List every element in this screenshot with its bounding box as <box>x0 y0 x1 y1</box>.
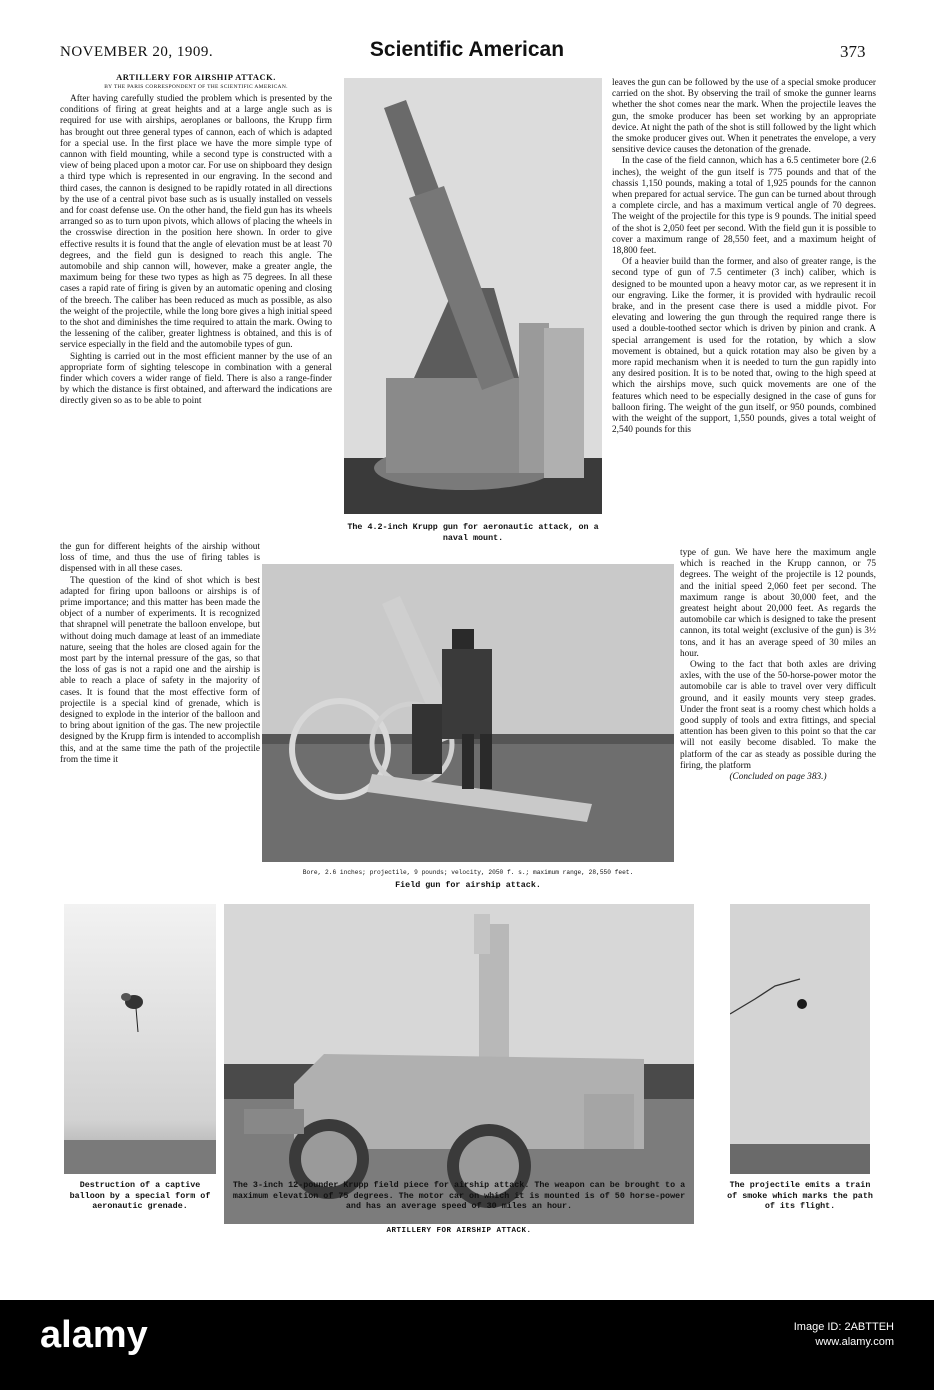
magazine-title: Scientific American <box>369 38 565 61</box>
column-1-upper <box>60 94 332 536</box>
naval-gun-photo <box>344 78 602 514</box>
page-number: 373 <box>840 42 866 61</box>
paragraph: Of a heavier build than the former, and also of greater range, is the second type of gun of 7.5 centimeter (3 inch) caliber, which is designed to be mounted upon a heavy motor car, as we represent it in our engraving. Like the former, it is provided with hydraulic recoil brake, and in the present case there is used a middle pivot. For elevating and lowering the gun through the required range there is used a double-toothed sector which is driven by pinion and crank. A special arrangement is used for the rotation, by which a slow movement is obtained, but a quick rotation may also be given by a more rapid mechanism when it is needed to turn the gun rapidly into any desired position. It is to be noted that, owing to the high speed at which the airships move, such quick movements are one of the features which need to be especially designed in the case of guns for balloon firing. The weight of the gun itself, or 950 pounds, combined with the weight of the support, 1,550 pounds, gives a total weight of 2,540 pounds for this <box>612 257 876 436</box>
paragraph: Sighting is carried out in the most efficient manner by the use of an appropriate form of sighting telescope in combination with a general finder which covers a wider range of field. There is also a range-finder by which the distance is first obtained, and afterward the indications are directly given so as to be able to point <box>60 351 332 407</box>
paragraph: The question of the kind of shot which is best adapted for firing upon balloons or airships is of prime importance; and this matter has been made the object of a number of experiments. It is recognized that shrapnel will penetrate the balloon envelope, but without doing much damage at least of an immediate nature, seeing that the holes are closed again for the most part by the internal pressure of the gas, so that the loss of gas is not a rapid one and the airship is able to reach a place of safety in the majority of cases. It is found that the most effective form of projectile is a special kind of grenade, which is designed to explode in the interior of the balloon and to bring about ignition of the gas. The new projectile designed by the Krupp firm is intended to accomplish this, and at the same time the path of the projectile from the time it <box>60 575 260 765</box>
article-byline: BY THE PARIS CORRESPONDENT OF THE SCIENTIFIC AMERICAN. <box>104 84 288 90</box>
alamy-logo: alamy <box>40 1314 148 1356</box>
plate-title: ARTILLERY FOR AIRSHIP ATTACK. <box>386 1227 532 1235</box>
motor-car-gun-photo <box>224 904 694 1224</box>
balloon-caption: Destruction of a captive balloon by a special form of aeronautic grenade. <box>69 1180 211 1211</box>
paragraph: leaves the gun can be followed by the use of a special smoke producer carried on the shot. By observing the trail of smoke the gunner learns whether the shot comes near the mark. When the projectile leaves the gun, the smoke producer has been set working by an appropriate device. At night the path of the shot is still followed by the light which the smoke producer gives out. When it penetrates the envelope, a very sensitive device causes the detonation of the grenade. <box>612 78 876 156</box>
paragraph: In the case of the field cannon, which has a 6.5 centimeter bore (2.6 inches), the weight of the gun itself is 775 pounds and that of the chassis 1,150 pounds, making a total of 1,925 pounds for the cannon when prepared for actual service. The gun can be turned about through a complete circle, and has a maximum vertical angle of 70 degrees. The weight of the projectile for this type is 9 pounds. The initial speed of the shot is 2,050 feet per second. With the field gun it is possible to cover a maximum range of 28,550 feet, and a maximum height of 18,800 feet. <box>612 156 876 257</box>
paragraph: the gun for different heights of the airship without loss of time, and thus the use of firing tables is dispensed with in all these cases. <box>60 542 260 575</box>
article-title: ARTILLERY FOR AIRSHIP ATTACK. <box>116 72 276 82</box>
paragraph: type of gun. We have here the maximum angle which is reached in the Krupp cannon, or 75 degrees. The weight of the projectile is 12 pounds, and the initial speed 2,060 feet per second. The maximum range is about 30,000 feet, and the greatest height about 20,000 feet. As regards the automobile car which is designed to take the present cannon, its total weight (exclusive of the gun) is 3½ tons, and it has an average speed of 30 miles an hour. <box>680 548 876 659</box>
continued-note: (Concluded on page 383.) <box>729 772 827 783</box>
stock-watermark-bar <box>0 1300 934 1390</box>
site-url: www.alamy.com <box>815 1336 894 1348</box>
column-3-lower <box>680 548 876 888</box>
naval-gun-caption: The 4.2-inch Krupp gun for aeronautic attack, on a naval mount. <box>347 522 599 543</box>
paragraph: After having carefully studied the problem which is presented by the conditions of firing at great heights and at a large angle such as is required for use with airships, aeroplanes or balloons, the Krupp firm has brought out three general types of cannon, each of which is adapted for a special use. In the first place we have the more simple type of cannon with field mounting, while a second type is constructed with a view of being placed upon a motor car. For use on shipboard they design a third type which is represented in our engraving. In the second and third cases, the cannon is designed to be rapidly rotated in all directions by the use of a central pivot base such as is usually installed on vessels and for coast defense use. On the other hand, the field gun has its wheels arranged so as to turn upon pivots, which allows of placing the wheels in the crosswise direction in the position here shown. In order to give effective results it is found that the angle of elevation must be at least 70 degrees, and the field gun is designed to reach this angle. The automobile and ship cannon will, however, make a greater angle, the maximum being for these two types as high as 75 degrees. In all these cases a rapid rate of firing is given by an automatic opening and closing of the breech. The caliber has been reduced as much as possible, as also the weight of the projectile, while the long bore gives a high initial speed to the shot and diminishes the time required to attain the mark. Owing to the lessening of the caliber, greater lightness is obtained, and this is of service especially in the field and the automobile types of gun. <box>60 94 332 351</box>
image-id-block <box>794 1320 894 1350</box>
field-gun-photo <box>262 564 674 862</box>
paragraph: Owing to the fact that both axles are driving axles, with the use of the 50-horse-power motor the automobile car is able to travel over very difficult ground, and it easily mounts very steep grades. Under the front seat is a roomy chest which holds a good supply of tools and extra fittings, and special attention has been given to this point so that the car will not easily become disabled. To make the platform of the car as steady as possible during the firing, the platform <box>680 660 876 771</box>
field-gun-specs: Bore, 2.6 inches; projectile, 9 pounds; velocity, 2050 f. s.; maximum range, 28,550 feet. <box>302 869 634 876</box>
column-3-upper <box>612 78 876 548</box>
issue-date: NOVEMBER 20, 1909. <box>60 44 214 60</box>
column-1-lower <box>60 542 260 884</box>
smoke-trail-caption: The projectile emits a train of smoke which marks the path of its flight. <box>727 1180 873 1211</box>
motor-car-gun-caption: The 3-inch 12-pounder Krupp field piece for airship attack. The weapon can be brought to a maximum elevation of 75 degrees. The motor car on which it is mounted is of 50 horse-power and has an average speed of 30 miles an hour. <box>232 1180 686 1211</box>
image-id: Image ID: 2ABTTEH <box>793 1321 894 1333</box>
smoke-trail-photo <box>730 904 870 1174</box>
balloon-grenade-photo <box>64 904 216 1174</box>
field-gun-caption: Field gun for airship attack. <box>395 880 541 890</box>
